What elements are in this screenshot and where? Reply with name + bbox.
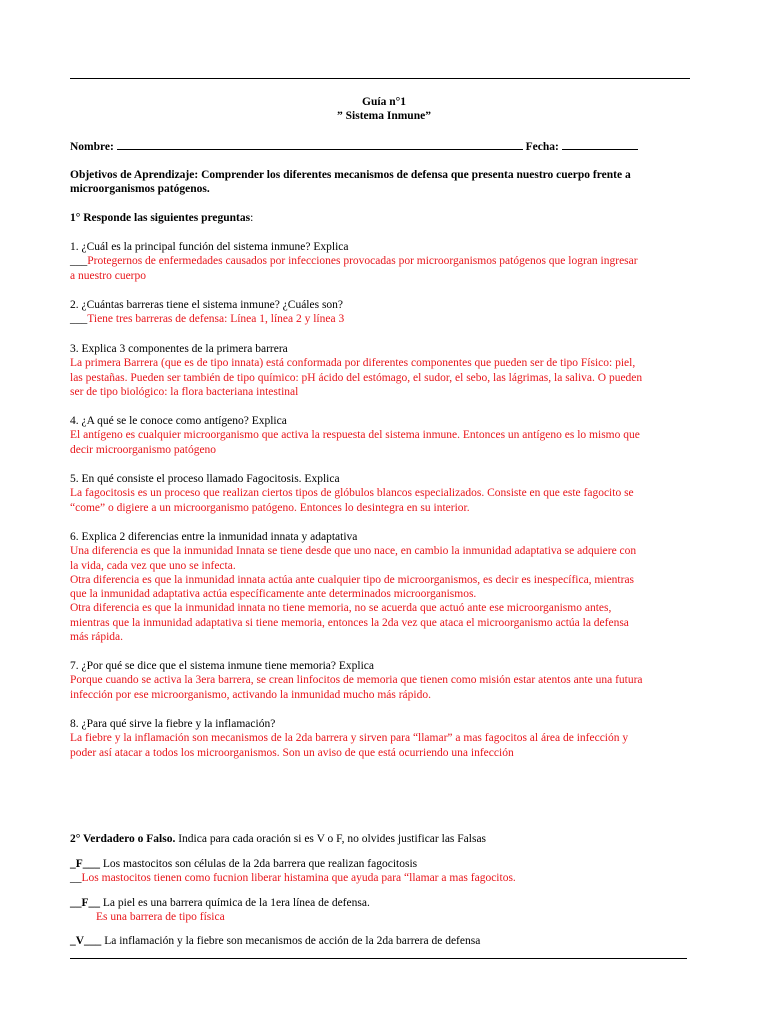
answer-text: decir microorganismo patógeno	[70, 443, 217, 456]
question-text: 2. ¿Cuántas barreras tiene el sistema inmune? ¿Cuáles son?	[70, 299, 344, 311]
question-7	[70, 659, 696, 702]
answer-text: El antígeno es cualquier microorganismo que activa la respuesta del sistema inmune. Entonces un antígeno es lo mismo que	[70, 429, 640, 442]
top-rule	[70, 78, 690, 79]
statement-text: _V___ La inflamación y la fiebre son mecanismos de acción de la 2da barrera de defensa	[70, 935, 481, 947]
date-blank[interactable]	[562, 139, 638, 150]
answer-text: La fiebre y la inflamación son mecanismos de la 2da barrera y sirven para “llamar” a mas fagocitos al área de infección y	[70, 732, 629, 745]
answer-text: Otra diferencia es que la inmunidad innata no tiene memoria, no se acuerda que actuó ante ese microorganismo antes,	[70, 602, 612, 615]
objectives-line-1: Objetivos de Aprendizaje: Comprender los diferentes mecanismos de defensa que presenta nuestro cuerpo frente a	[70, 169, 631, 181]
statement-text: _F___ Los mastocitos son células de la 2da barrera que realizan fagocitosis	[70, 858, 418, 870]
answer-text: ser de tipo biológico: la flora bacteriana intestinal	[70, 385, 299, 398]
question-text: 4. ¿A qué se le conoce como antígeno? Explica	[70, 415, 287, 427]
question-3	[70, 342, 696, 399]
question-text: 8. ¿Para qué sirve la fiebre y la inflamación?	[70, 718, 276, 730]
answer-text: que la inmunidad adaptativa actúa específicamente ante determinados microorganismos.	[70, 588, 477, 601]
date-label: Fecha:	[525, 141, 559, 153]
answer-text: “come” o digiere a un microorganismo patógeno. Entonces lo desintegra en su interior.	[70, 501, 470, 514]
answer-text: La fagocitosis es un proceso que realizan ciertos tipos de glóbulos blancos especializados. Consiste en que este fagocito se	[70, 487, 634, 500]
question-text: 3. Explica 3 componentes de la primera barrera	[70, 343, 288, 355]
question-text: 7. ¿Por qué se dice que el sistema inmune tiene memoria? Explica	[70, 660, 375, 672]
answer-text: ___Tiene tres barreras de defensa: Línea 1, línea 2 y línea 3	[70, 313, 345, 326]
justification-text: Es una barrera de tipo física	[96, 911, 225, 924]
statement-text: __F__ La piel es una barrera química de la 1era línea de defensa.	[70, 897, 370, 909]
name-blank[interactable]	[117, 139, 523, 150]
question-6	[70, 530, 696, 644]
answer-text: poder así atacar a todos los microorganismos. Son un aviso de que está ocurriendo una infección	[70, 746, 514, 759]
guide-title: Guía n°1	[362, 96, 406, 108]
bottom-rule	[70, 958, 687, 959]
true-false-item-2	[70, 896, 696, 925]
question-text: 6. Explica 2 diferencias entre la inmunidad innata y adaptativa	[70, 531, 358, 543]
answer-text: Una diferencia es que la inmunidad Innata se tiene desde que uno nace, en cambio la inmunidad adaptativa se adquiere con	[70, 545, 637, 558]
answer-text: Porque cuando se activa la 3era barrera, se crean linfocitos de memoria que tienen como misión estar atentos ante una futura	[70, 674, 643, 687]
question-text: 1. ¿Cuál es la principal función del sistema inmune? Explica	[70, 241, 349, 253]
answer-text: Otra diferencia es que la inmunidad innata actúa ante cualquier tipo de microorganismos, es decir es inespecífica, mientras	[70, 573, 635, 586]
name-date-row	[70, 139, 638, 154]
question-5	[70, 472, 696, 515]
answer-mark[interactable]: _V___	[70, 935, 102, 947]
question-4	[70, 414, 696, 457]
section1-heading: 1° Responde las siguientes preguntas:	[70, 212, 254, 224]
answer-text: mientras que la inmunidad adaptativa si tiene memoria, entonces la 2da vez que ataca el microorganismo actúa la defensa	[70, 616, 629, 629]
guide-subtitle: ” Sistema Inmune”	[337, 110, 431, 122]
question-text: 5. En qué consiste el proceso llamado Fagocitosis. Explica	[70, 473, 340, 485]
true-false-item-1	[70, 857, 696, 886]
question-8	[70, 717, 696, 760]
objectives-line-2: microorganismos patógenos.	[70, 183, 210, 195]
answer-text: la vida, cada vez que uno se infecta.	[70, 559, 236, 572]
section2-heading: 2° Verdadero o Falso. Indica para cada oración si es V o F, no olvides justificar las Falsas	[70, 833, 487, 845]
answer-text: infección por ese microorganismo, activando la inmunidad mucho más rápido.	[70, 688, 431, 701]
answer-mark[interactable]: __F__	[70, 897, 101, 909]
answer-text: ___Protegernos de enfermedades causados por infecciones provocadas por microorganismos patógenos que logran ingresar	[70, 255, 638, 268]
true-false-item-3	[70, 934, 696, 948]
answer-text: las pestañas. Pueden ser también de tipo químico: pH ácido del estómago, el sudor, el sebo, las lágrimas, la saliva. O pueden	[70, 371, 643, 384]
question-2	[70, 298, 696, 327]
answer-text: La primera Barrera (que es de tipo innata) está conformada por diferentes componentes que pueden ser de tipo Físico: piel,	[70, 357, 636, 370]
name-label: Nombre:	[70, 141, 114, 153]
answer-mark[interactable]: _F___	[70, 858, 101, 870]
question-1	[70, 240, 696, 283]
justification-text: __Los mastocitos tienen como fucnion liberar histamina que ayuda para “llamar a mas fagocitos.	[70, 872, 516, 885]
answer-text: a nuestro cuerpo	[70, 269, 146, 282]
answer-text: más rápida.	[70, 631, 124, 644]
